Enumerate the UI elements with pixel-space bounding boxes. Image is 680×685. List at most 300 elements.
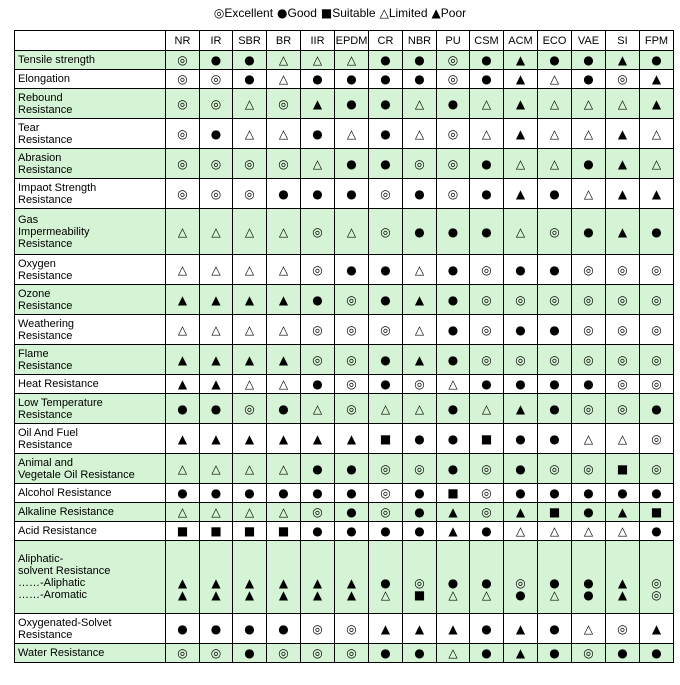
property-label-line: Resistance — [18, 193, 73, 206]
table-row — [15, 89, 674, 119]
rating-cell — [166, 149, 200, 179]
rating-cell — [301, 345, 335, 375]
rating-cell — [572, 375, 606, 394]
rating-symbol: △ — [177, 224, 188, 239]
rating-symbol: ◎ — [210, 646, 222, 660]
property-label — [15, 209, 166, 255]
rating-cell — [267, 614, 301, 644]
column-header: CR — [369, 31, 403, 51]
rating-symbol: ● — [515, 322, 526, 337]
rating-cell — [166, 119, 200, 149]
rating-symbol: △ — [312, 53, 323, 67]
rating-cell — [606, 375, 640, 394]
rating-cell — [437, 375, 470, 394]
rating-symbol: ● — [515, 377, 526, 391]
rating-cell — [200, 375, 233, 394]
rating-symbol: ● — [515, 461, 526, 476]
rating-symbol: △ — [380, 401, 391, 416]
rating-cell — [335, 614, 369, 644]
rating-cell — [437, 89, 470, 119]
rating-symbol: ● — [515, 486, 526, 500]
rating-cell — [301, 119, 335, 149]
column-header: SBR — [233, 31, 267, 51]
rating-symbol: ● — [414, 524, 425, 538]
rating-symbol: △ — [549, 126, 560, 141]
rating-cell — [369, 345, 403, 375]
rating-cell — [470, 375, 504, 394]
rating-cell — [403, 345, 437, 375]
rating-cell — [166, 315, 200, 345]
rating-symbol: ◎ — [346, 322, 357, 337]
rating-symbol: ◎ — [583, 461, 594, 476]
rating-cell — [301, 424, 335, 454]
rating-cell — [437, 454, 470, 484]
property-label-line: Resistance — [18, 133, 73, 146]
rating-symbol: △ — [278, 322, 289, 337]
rating-symbol: ◎ — [481, 292, 492, 307]
property-label-line: Impermeability — [18, 225, 90, 238]
rating-symbol: ◎ — [177, 96, 188, 111]
property-label-line: ……-Aliphatic — [18, 577, 86, 589]
table-row — [15, 255, 674, 285]
rating-cell — [470, 285, 504, 315]
rating-cell — [369, 541, 403, 614]
rating-symbol: ◎ — [549, 352, 560, 367]
rating-cell — [301, 375, 335, 394]
rating-cell — [301, 503, 335, 522]
rating-cell — [267, 345, 301, 375]
table-row — [15, 454, 674, 484]
rating-symbol: △ — [346, 224, 357, 239]
rating-cell — [403, 209, 437, 255]
rating-symbol: △ — [278, 505, 289, 519]
rating-symbol: ● — [244, 646, 255, 660]
legend-item — [380, 6, 428, 20]
rating-symbol: ▲ — [448, 505, 458, 519]
rating-symbol: ● — [380, 72, 391, 86]
rating-cell — [640, 375, 674, 394]
rating-symbol: ◎ — [177, 646, 188, 660]
rating-symbol: ▲ — [244, 576, 255, 590]
rating-cell — [538, 394, 572, 424]
rating-cell — [369, 209, 403, 255]
rating-cell — [166, 70, 200, 89]
rating-symbol: ● — [447, 96, 459, 111]
rating-cell — [470, 614, 504, 644]
rating-symbol: △ — [481, 401, 492, 416]
rating-symbol: ◎ — [651, 576, 662, 590]
rating-cell — [640, 179, 674, 209]
property-label-line: Low Temperature — [18, 396, 103, 409]
rating-symbol: △ — [549, 96, 560, 111]
rating-symbol: ■ — [176, 524, 189, 538]
rating-symbol: ● — [447, 322, 459, 337]
rating-cell — [606, 285, 640, 315]
rating-symbol: ■ — [277, 524, 290, 538]
rating-cell — [606, 119, 640, 149]
rating-symbol: ■ — [447, 486, 459, 500]
rating-symbol: ◎ — [515, 576, 526, 590]
rating-symbol: ● — [380, 96, 391, 111]
rating-cell — [572, 424, 606, 454]
rating-symbol: ▲ — [278, 352, 289, 367]
rating-symbol: △ — [244, 461, 255, 476]
rating-cell — [267, 394, 301, 424]
rating-symbol: △ — [481, 96, 492, 111]
table-row — [15, 522, 674, 541]
rating-cell — [572, 119, 606, 149]
rating-cell — [437, 644, 470, 663]
rating-symbol: ● — [414, 486, 425, 500]
rating-symbol: ● — [278, 621, 289, 636]
rating-cell — [335, 454, 369, 484]
rating-cell — [504, 89, 538, 119]
rating-symbol: ▲ — [244, 352, 255, 367]
rating-cell — [200, 522, 233, 541]
rating-cell — [572, 484, 606, 503]
rating-symbol: ● — [549, 377, 560, 391]
rating-cell — [606, 51, 640, 70]
rating-symbol: ● — [346, 461, 357, 476]
property-label — [15, 375, 166, 394]
rating-symbol: △ — [583, 186, 594, 201]
rating-cell — [301, 70, 335, 89]
rating-cell — [335, 424, 369, 454]
rating-cell — [200, 285, 233, 315]
rating-symbol: ◎ — [278, 96, 289, 111]
rating-cell — [606, 424, 640, 454]
rating-symbol: ● — [549, 576, 560, 590]
rating-cell — [640, 255, 674, 285]
rating-cell — [233, 179, 267, 209]
property-label-line: Heat Resistance — [18, 378, 99, 390]
rating-cell — [267, 375, 301, 394]
rating-cell — [369, 522, 403, 541]
property-label-line: Resistance — [18, 628, 73, 641]
property-label-line: Resistance — [18, 269, 73, 282]
rating-cell — [470, 255, 504, 285]
rating-cell — [166, 484, 200, 503]
rating-cell — [470, 644, 504, 663]
rating-cell — [200, 644, 233, 663]
rating-cell — [470, 424, 504, 454]
table-row — [15, 315, 674, 345]
rating-cell — [640, 209, 674, 255]
rating-cell — [504, 394, 538, 424]
table-row — [15, 179, 674, 209]
rating-symbol: △ — [448, 377, 458, 391]
rating-symbol: △ — [244, 322, 255, 337]
rating-symbol: ▲ — [515, 621, 526, 636]
rating-cell — [437, 51, 470, 70]
property-label — [15, 51, 166, 70]
rating-symbol: ◎ — [447, 53, 459, 67]
rating-cell — [200, 119, 233, 149]
rating-symbol: ● — [481, 621, 492, 636]
rating-cell — [640, 484, 674, 503]
rating-symbol: ▲ — [244, 588, 255, 602]
rating-symbol: ● — [515, 431, 526, 446]
rating-cell — [403, 614, 437, 644]
rating-symbol: ◎ — [210, 186, 222, 201]
property-label-line: Weathering — [18, 317, 75, 330]
rating-cell — [640, 89, 674, 119]
rating-symbol: ● — [346, 486, 357, 500]
rating-cell — [335, 315, 369, 345]
rating-symbol: ● — [346, 156, 357, 171]
rating-symbol: ◎ — [481, 352, 492, 367]
rating-symbol: ● — [278, 401, 289, 416]
rating-symbol: ● — [651, 53, 662, 67]
rating-symbol: ▲ — [177, 588, 188, 602]
rating-cell — [200, 149, 233, 179]
rating-symbol: ▲ — [278, 431, 289, 446]
rating-symbol: ● — [210, 126, 222, 141]
rating-symbol: ● — [312, 377, 323, 391]
rating-symbol: ● — [312, 72, 323, 86]
rating-cell — [267, 255, 301, 285]
rating-symbol: ● — [447, 224, 459, 239]
rating-cell — [504, 149, 538, 179]
rating-cell — [504, 119, 538, 149]
rating-cell — [504, 209, 538, 255]
rating-cell — [335, 179, 369, 209]
legend-symbol: ● — [277, 6, 288, 20]
rating-cell — [233, 614, 267, 644]
rating-symbol — [538, 553, 571, 565]
rating-symbol: △ — [481, 126, 492, 141]
legend-item — [214, 6, 273, 20]
rating-symbol: ● — [346, 262, 357, 277]
rating-symbol: ● — [549, 322, 560, 337]
rating-symbol: ◎ — [380, 461, 391, 476]
rating-cell — [572, 644, 606, 663]
rating-symbol: ◎ — [414, 156, 425, 171]
rating-symbol: △ — [211, 322, 221, 337]
rating-cell — [369, 454, 403, 484]
rating-symbol: ◎ — [481, 486, 492, 500]
rating-cell — [470, 541, 504, 614]
rating-cell — [470, 454, 504, 484]
rating-cell — [301, 255, 335, 285]
column-header: VAE — [572, 31, 606, 51]
rating-cell — [640, 285, 674, 315]
rating-cell — [538, 424, 572, 454]
rating-cell — [437, 541, 470, 614]
rating-symbol: △ — [549, 524, 560, 538]
rating-cell — [572, 89, 606, 119]
rating-cell — [335, 644, 369, 663]
rating-symbol: △ — [583, 524, 594, 538]
rating-cell — [437, 522, 470, 541]
rating-symbol: ● — [549, 186, 560, 201]
rating-symbol: ● — [244, 53, 255, 67]
table-row — [15, 614, 674, 644]
property-label — [15, 119, 166, 149]
rating-cell — [504, 522, 538, 541]
rating-cell — [369, 119, 403, 149]
rating-symbol: ● — [346, 96, 357, 111]
property-label-line: Ozone — [18, 287, 51, 300]
rating-cell — [640, 454, 674, 484]
rating-symbol: ● — [481, 186, 492, 201]
rating-symbol: ● — [583, 486, 594, 500]
rating-symbol: ◎ — [244, 186, 255, 201]
rating-symbol: ● — [414, 431, 425, 446]
legend-symbol: ■ — [320, 6, 333, 20]
rating-symbol: ▲ — [211, 576, 221, 590]
rating-symbol: ● — [380, 576, 391, 590]
rating-cell — [640, 644, 674, 663]
rating-symbol: ◎ — [244, 401, 255, 416]
rating-cell — [538, 315, 572, 345]
rating-symbol: ▲ — [380, 621, 391, 636]
rating-cell — [166, 209, 200, 255]
rating-symbol: ● — [210, 401, 222, 416]
rating-cell — [267, 285, 301, 315]
rating-cell — [538, 89, 572, 119]
rating-symbol: △ — [549, 72, 560, 86]
rating-symbol: ● — [447, 431, 459, 446]
rating-cell — [200, 614, 233, 644]
rating-symbol: ◎ — [414, 377, 425, 391]
rating-symbol: ◎ — [346, 646, 357, 660]
rating-cell — [572, 70, 606, 89]
rating-symbol: △ — [244, 505, 255, 519]
rating-cell — [233, 541, 267, 614]
rating-symbol: △ — [448, 646, 458, 660]
rating-symbol: ● — [278, 486, 289, 500]
rating-symbol: ◎ — [177, 53, 188, 67]
rating-symbol: ◎ — [312, 224, 323, 239]
rating-cell — [606, 503, 640, 522]
rating-cell — [504, 345, 538, 375]
rating-symbol: ◎ — [414, 576, 425, 590]
rating-cell — [335, 149, 369, 179]
rating-cell — [335, 375, 369, 394]
rating-cell — [640, 70, 674, 89]
rating-cell — [572, 209, 606, 255]
rating-symbol: ● — [346, 524, 357, 538]
rating-cell — [538, 285, 572, 315]
rating-symbol: ◎ — [481, 322, 492, 337]
rating-symbol: ◎ — [380, 486, 391, 500]
rating-symbol: ● — [177, 401, 188, 416]
rating-cell — [267, 149, 301, 179]
rating-symbol: ● — [481, 224, 492, 239]
rating-cell — [200, 394, 233, 424]
property-label-line: Resistance — [18, 408, 73, 421]
rating-symbol: ● — [346, 186, 357, 201]
rating-cell — [301, 89, 335, 119]
rating-cell — [437, 149, 470, 179]
header-corner — [15, 31, 166, 51]
rating-cell — [369, 315, 403, 345]
rating-cell — [606, 522, 640, 541]
rating-cell — [640, 541, 674, 614]
rating-cell — [301, 394, 335, 424]
rating-cell — [640, 522, 674, 541]
rating-cell — [335, 209, 369, 255]
rating-symbol: ◎ — [481, 505, 492, 519]
table-row — [15, 345, 674, 375]
rating-cell — [166, 89, 200, 119]
rating-symbol: △ — [515, 224, 526, 239]
rating-cell — [640, 394, 674, 424]
rating-cell — [403, 119, 437, 149]
legend-item — [432, 6, 467, 20]
rating-cell — [301, 644, 335, 663]
rating-cell — [166, 424, 200, 454]
rating-symbol: ▲ — [515, 126, 526, 141]
rating-symbol: △ — [414, 401, 425, 416]
rating-cell — [437, 345, 470, 375]
rating-symbol: ▲ — [414, 352, 425, 367]
rating-cell — [470, 315, 504, 345]
property-label-line: Resistance — [18, 329, 73, 342]
rating-cell — [335, 345, 369, 375]
rating-cell — [504, 51, 538, 70]
rating-cell — [369, 255, 403, 285]
rating-symbol: ▲ — [651, 72, 662, 86]
rating-symbol: ■ — [379, 431, 392, 446]
rating-symbol: ● — [651, 401, 662, 416]
rating-symbol — [606, 553, 639, 565]
rating-symbol: ◎ — [447, 156, 459, 171]
rating-symbol: △ — [244, 377, 255, 391]
rating-cell — [267, 424, 301, 454]
rating-symbol: ● — [244, 486, 255, 500]
rating-cell — [437, 119, 470, 149]
rating-cell — [504, 454, 538, 484]
rating-symbol: △ — [414, 126, 425, 141]
rating-symbol: △ — [583, 126, 594, 141]
rating-cell — [470, 70, 504, 89]
rating-cell — [166, 255, 200, 285]
rating-cell — [504, 315, 538, 345]
rating-cell — [606, 345, 640, 375]
rating-cell — [403, 315, 437, 345]
rating-symbol: ▲ — [617, 186, 628, 201]
rating-symbol: ◎ — [583, 322, 594, 337]
rating-symbol: ◎ — [312, 621, 323, 636]
rating-cell — [267, 179, 301, 209]
rating-symbol: ● — [210, 621, 222, 636]
rating-cell — [538, 179, 572, 209]
table-row — [15, 119, 674, 149]
rating-cell — [267, 315, 301, 345]
property-label-line: Oxygenated-Solvet — [18, 616, 112, 629]
rating-symbol: ■ — [548, 505, 561, 519]
rating-symbol: ● — [414, 53, 425, 67]
rating-symbol: ◎ — [617, 621, 628, 636]
table-row — [15, 503, 674, 522]
rating-symbol — [233, 553, 266, 565]
rating-symbol: ● — [278, 186, 289, 201]
property-label-line: Abrasion — [18, 151, 62, 164]
rating-cell — [470, 503, 504, 522]
rating-symbol: ● — [312, 486, 323, 500]
rating-cell — [200, 51, 233, 70]
rating-cell — [606, 454, 640, 484]
rating-symbol: ▲ — [211, 588, 221, 602]
rating-symbol: △ — [177, 461, 188, 476]
rating-symbol: ◎ — [447, 186, 459, 201]
rating-symbol: ● — [414, 646, 425, 660]
rating-symbol: ● — [481, 646, 492, 660]
rating-symbol: ◎ — [651, 461, 662, 476]
rating-symbol: ● — [583, 576, 594, 590]
